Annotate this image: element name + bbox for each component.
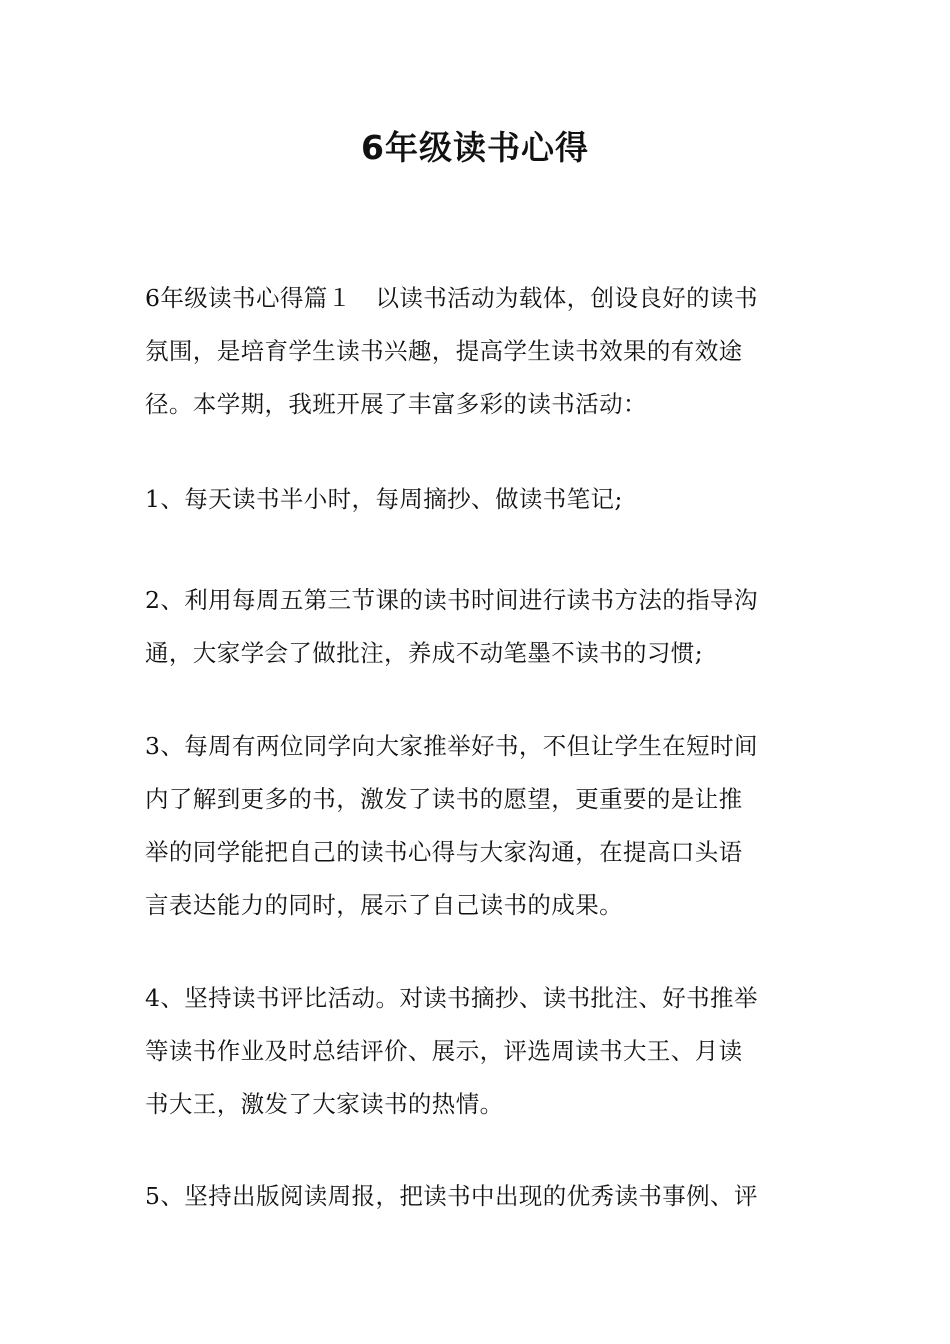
paragraph-item-4 xyxy=(145,972,810,1131)
paragraph-item-2 xyxy=(145,574,810,680)
paragraph-item-3 xyxy=(145,720,810,932)
paragraph-line: 5、坚持出版阅读周报，把读书中出现的优秀读书事例、评 xyxy=(145,1182,758,1210)
document-title: 6年级读书心得 xyxy=(361,128,589,167)
paragraph-item-5 xyxy=(145,1170,810,1223)
paragraph-line: 言表达能力的同时，展示了自己读书的成果。 xyxy=(145,891,623,919)
paragraph-line: 通，大家学会了做批注，养成不动笔墨不读书的习惯; xyxy=(145,639,704,667)
paragraph-line: 1、每天读书半小时，每周摘抄、做读书笔记; xyxy=(145,485,623,513)
paragraph-line: 3、每周有两位同学向大家推举好书，不但让学生在短时间 xyxy=(145,732,758,760)
paragraph-line: 书大王，激发了大家读书的热情。 xyxy=(145,1090,504,1118)
paragraph-line: 等读书作业及时总结评价、展示，评选周读书大王、月读 xyxy=(145,1037,743,1065)
paragraph-line: 4、坚持读书评比活动。对读书摘抄、读书批注、好书推举 xyxy=(145,984,758,1012)
paragraph-line: 径。本学期，我班开展了丰富多彩的读书活动： xyxy=(145,390,647,418)
paragraph-line: 内了解到更多的书，激发了读书的愿望，更重要的是让推 xyxy=(145,785,743,813)
paragraph-line: 举的同学能把自己的读书心得与大家沟通，在提高口头语 xyxy=(145,838,743,866)
paragraph-intro xyxy=(145,272,810,431)
paragraph-line: 2、利用每周五第三节课的读书时间进行读书方法的指导沟 xyxy=(145,586,758,614)
paragraph-item-1 xyxy=(145,473,810,526)
paragraph-line: 氛围，是培育学生读书兴趣，提高学生读书效果的有效途 xyxy=(145,337,743,365)
paragraph-line: 6年级读书心得篇１ 以读书活动为载体，创设良好的读书 xyxy=(145,284,758,312)
